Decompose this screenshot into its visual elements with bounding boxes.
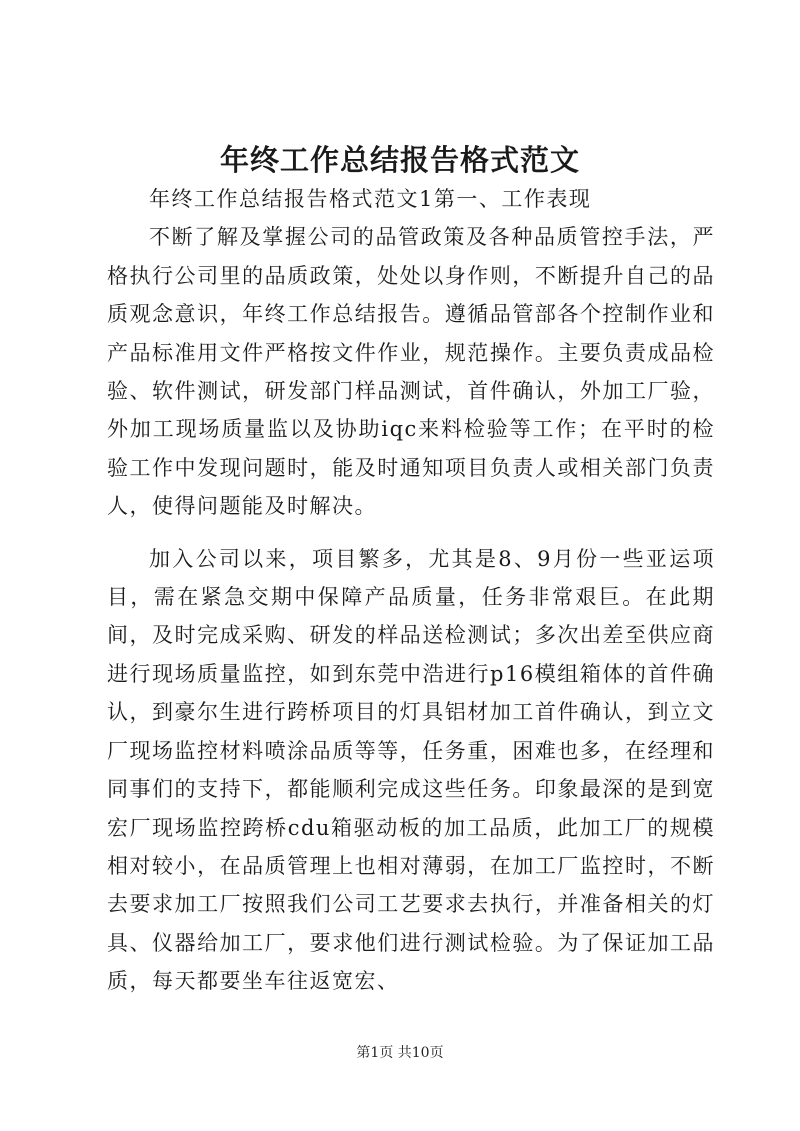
document-body: [107, 180, 715, 1001]
body-paragraph: 加入公司以来，项目繁多，尤其是8、9月份一些亚运项目，需在紧急交期中保障产品质量，任务非常艰巨。在此期间，及时完成采购、研发的样品送检测试；多次出差至供应商进行现场质量监控，如到东莞中浩进行p16模组箱体的首件确认，到豪尔生进行跨桥项目的灯具铝材加工首件确认，到立文厂现场监控材料喷涂品质等等，任务重，困难也多，在经理和同事们的支持下，都能顺利完成这些任务。印象最深的是到宽宏厂现场监控跨桥cdu箱驱动板的加工品质，此加工厂的规模相对较小，在品质管理上也相对薄弱，在加工厂监控时，不断去要求加工厂按照我们公司工艺要求去执行，并准备相关的灯具、仪器给加工厂，要求他们进行测试检验。为了保证加工品质，每天都要坐车往返宽宏、: [107, 546, 715, 994]
section-heading-paragraph: 年终工作总结报告格式范文1第一、工作表现: [149, 187, 592, 211]
page-number-footer: 第1页 共10页: [356, 1045, 444, 1061]
body-paragraph: 不断了解及掌握公司的品管政策及各种品质管控手法，严格执行公司里的品质政策，处处以身作则，不断提升自己的品质观念意识，年终工作总结报告。遵循品管部各个控制作业和产品标准用文件严格按文件作业，规范操作。主要负责成品检验、软件测试，研发部门样品测试，首件确认，外加工厂验，外加工现场质量监以及协助iqc来料检验等工作；在平时的检验工作中发现问题时，能及时通知项目负责人或相关部门负责人，使得问题能及时解决。: [107, 225, 715, 519]
document-title: 年终工作总结报告格式范文: [219, 143, 580, 177]
